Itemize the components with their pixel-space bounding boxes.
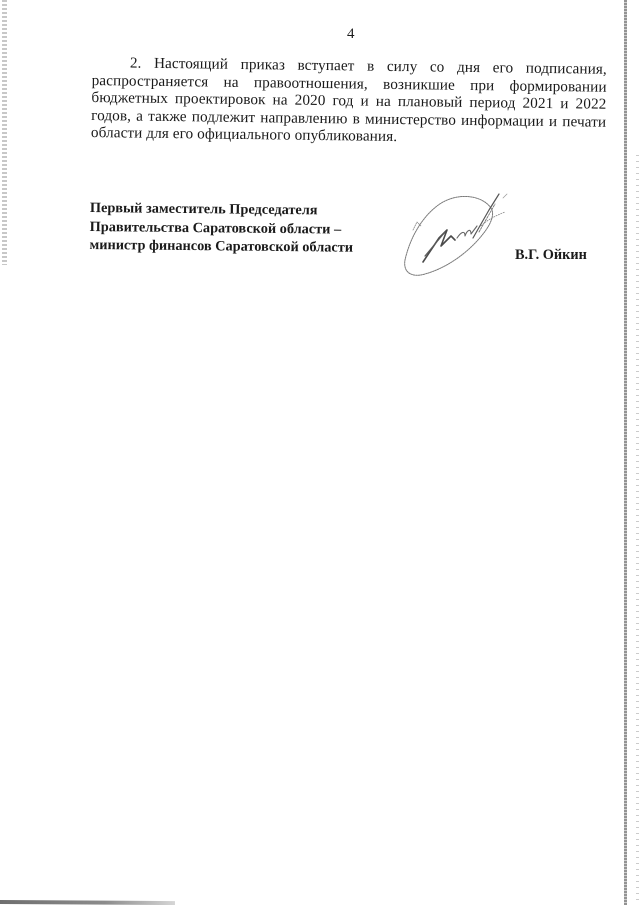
- scan-edge-left: [2, 0, 7, 265]
- signer-position: [89, 199, 353, 257]
- paragraph-line: области для его официального опубликования.: [90, 123, 398, 146]
- paragraph-line: годов, а также подлежит направлению в министерство информации и печати: [91, 106, 607, 131]
- signer-name: В.Г. Ойкин: [515, 247, 587, 263]
- page-number: 4: [347, 26, 355, 42]
- position-line: Правительства Саратовской области –: [89, 218, 342, 238]
- scan-edge-right-faint: [636, 155, 639, 905]
- scan-edge-bottom: [0, 900, 175, 905]
- position-line: Первый заместитель Председателя: [89, 199, 318, 219]
- handwritten-signature-icon: [395, 180, 520, 280]
- position-line: министр финансов Саратовской области: [89, 236, 354, 256]
- scan-edge-right: [624, 0, 627, 905]
- paragraph-line: распространяется на правоотношения, возникшие при формировании: [91, 71, 607, 96]
- paragraph-line: 2. Настоящий приказ вступает в силу со дня его подписания,: [129, 54, 607, 78]
- order-paragraph: [91, 54, 607, 148]
- paragraph-line: бюджетных проектировок на 2020 год и на плановый период 2021 и 2022: [91, 88, 607, 113]
